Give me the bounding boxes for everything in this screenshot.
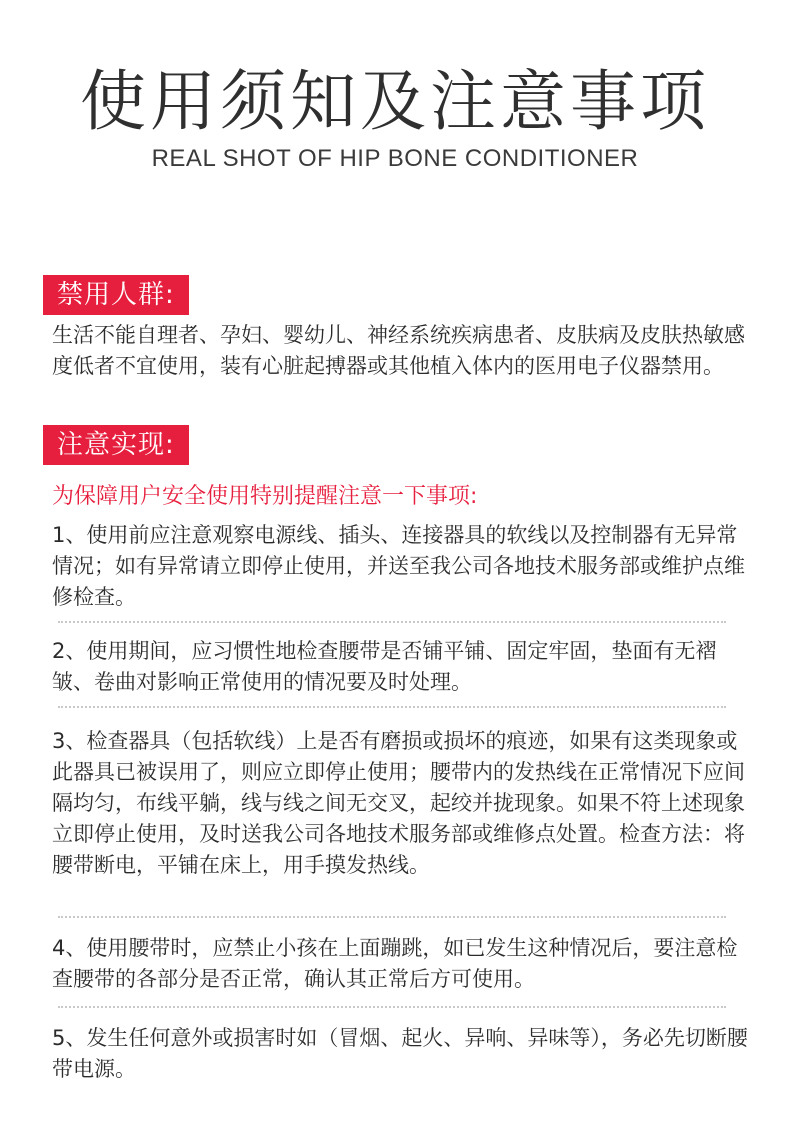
page-title: 使用须知及注意事项 — [80, 63, 710, 140]
notice-item-3: 3、检查器具（包括软线）上是否有磨损或损坏的痕迹，如果有这类现象或此器具已被误用了，则应立即停止使用；腰带内的发热线在正常情况下应间隔均匀，布线平躺，线与线之间无交叉，起绞并拢现象。如果不符上述现象立即停止使用，及时送我公司各地技术服务部或维修点处置。检查方法：将腰带断电，平铺在床上，用手摸发热线。 — [52, 729, 745, 877]
notice-tag: 注意实现: — [43, 425, 189, 465]
notice-item-4: 4、使用腰带时，应禁止小孩在上面蹦跳，如已发生这种情况后，要注意检查腰带的各部分是否正常，确认其正常后方可使用。 — [52, 936, 738, 991]
notice-item-5: 5、发生任何意外或损害时如（冒烟、起火、异响、异味等），务必先切断腰带电源。 — [52, 1026, 748, 1081]
divider — [58, 1006, 726, 1008]
divider — [58, 621, 726, 623]
notice-item-2: 2、使用期间，应习惯性地检查腰带是否铺平铺、固定牢固，垫面有无褶皱、卷曲对影响正常使用的情况要及时处理。 — [52, 639, 717, 694]
forbidden-tag: 禁用人群: — [43, 275, 189, 315]
forbidden-text: 生活不能自理者、孕妇、婴幼儿、神经系统疾病患者、皮肤病及皮肤热敏感度低者不宜使用，装有心脏起搏器或其他植入体内的医用电子仪器禁用。 — [52, 323, 745, 378]
divider — [58, 916, 726, 918]
divider — [58, 706, 726, 708]
notice-intro: 为保障用户安全使用特别提醒注意一下事项: — [52, 484, 478, 509]
page-subtitle: REAL SHOT OF HIP BONE CONDITIONER — [151, 145, 639, 172]
notice-item-1: 1、使用前应注意观察电源线、插头、连接器具的软线以及控制器有无异常情况；如有异常请立即停止使用，并送至我公司各地技术服务部或维护点维修检查。 — [52, 523, 745, 609]
